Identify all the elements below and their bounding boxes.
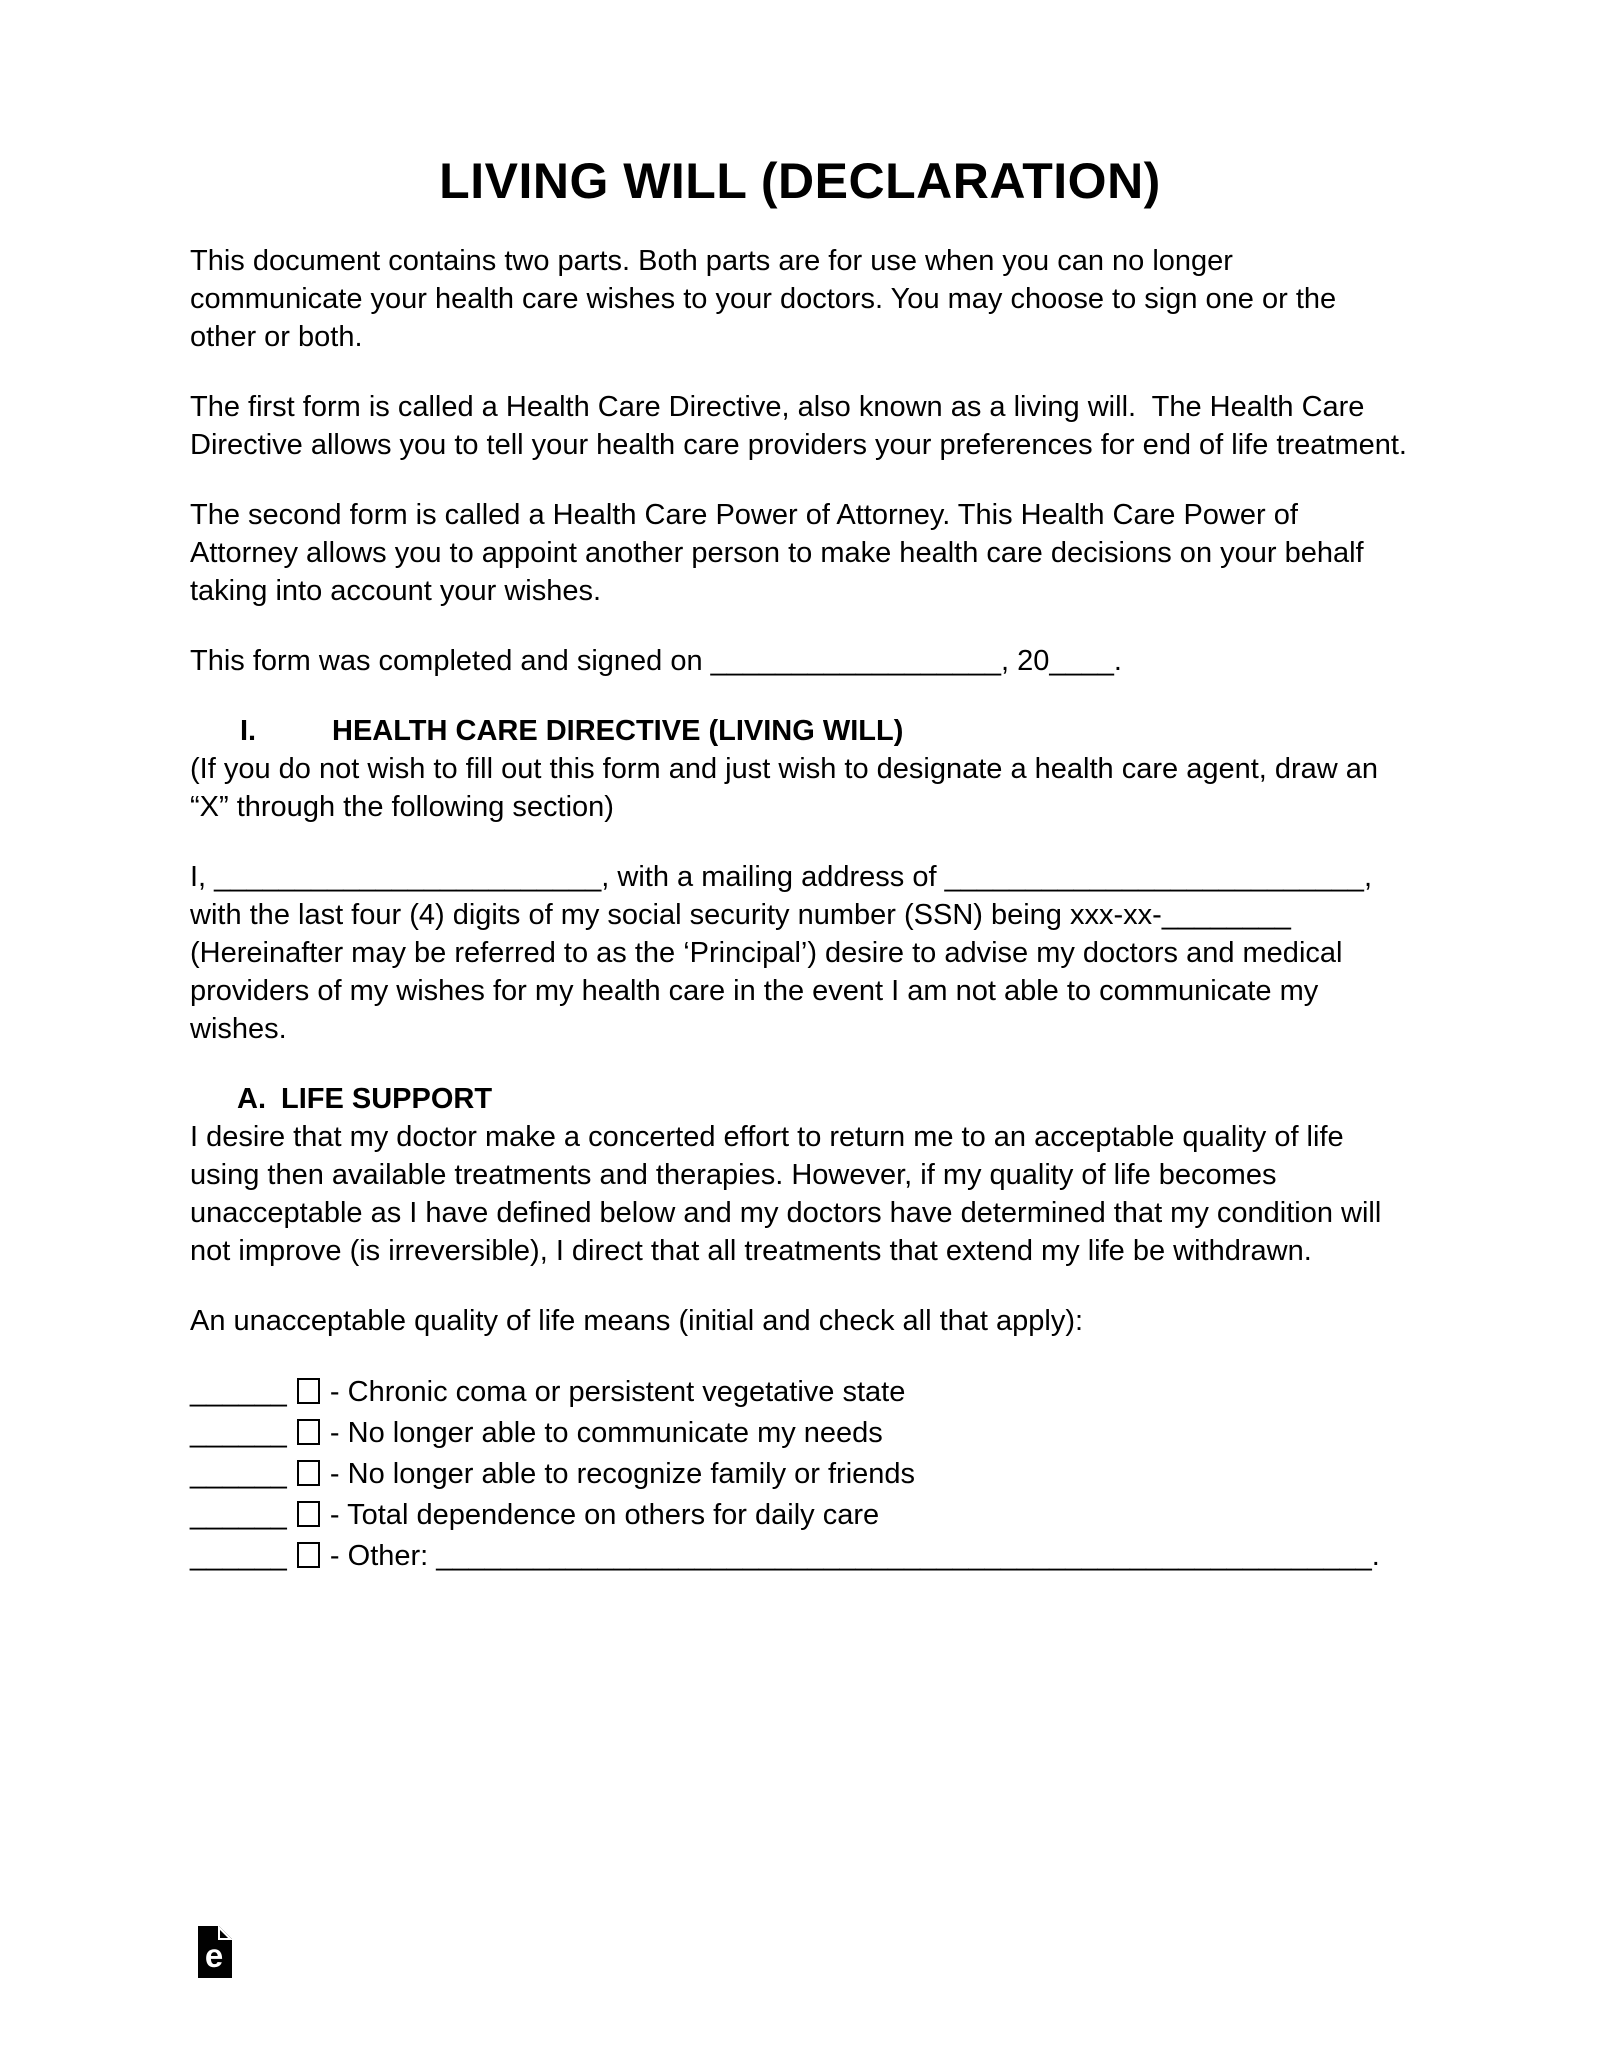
checkbox[interactable]	[297, 1542, 320, 1568]
intro-paragraph-2: The first form is called a Health Care Directive, also known as a living will. The Health Care Directive allows you to tell your health care providers your preferences for end of life treatment.	[190, 391, 1407, 461]
checkbox[interactable]	[297, 1419, 320, 1445]
checklist-item-communicate	[190, 1413, 1410, 1454]
other-blank[interactable]: __________________________________________________________	[436, 1540, 1372, 1572]
page-title: LIVING WILL (DECLARATION)	[439, 153, 1161, 209]
initials-blank[interactable]: ______	[190, 1417, 287, 1449]
dash: -	[329, 1458, 340, 1490]
life-support-letter: A.	[237, 1083, 266, 1115]
life-support-body: I desire that my doctor make a concerted effort to return me to an acceptable quality of life using then available treatments and therapies. However, if my quality of life becomes unacceptable as I have defined below and my doctors have determined that my condition will not improve (is irreversible), I direct that all treatments that extend my life be withdrawn.	[190, 1121, 1390, 1267]
life-support-heading: LIFE SUPPORT	[281, 1083, 493, 1115]
section-1-heading: HEALTH CARE DIRECTIVE (LIVING WILL)	[332, 715, 904, 747]
checklist-item-label: Other:	[347, 1540, 437, 1572]
signed-line-period: .	[1113, 645, 1122, 677]
logo-letter: e	[204, 1937, 224, 1974]
initials-blank[interactable]: ______	[190, 1499, 287, 1531]
checklist-item-label: No longer able to communicate my needs	[347, 1417, 883, 1449]
other-period: .	[1371, 1540, 1380, 1572]
life-support-heading-row	[190, 1080, 1410, 1118]
section-1-heading-row	[190, 712, 1410, 750]
dash: -	[329, 1376, 340, 1408]
principal-paragraph	[190, 858, 1410, 1048]
signed-date-blank[interactable]: __________________	[710, 645, 1001, 677]
section-1-note: (If you do not wish to fill out this form and just wish to designate a health care agent, draw an “X” through the following section)	[190, 753, 1387, 823]
signed-year-prefix: , 20	[1000, 645, 1050, 677]
signed-year-blank[interactable]: ____	[1049, 645, 1114, 677]
checkbox[interactable]	[297, 1501, 320, 1527]
principal-text-4: (Hereinafter may be referred to as the ‘Principal’) desire to advise my doctors and medical providers of my wishes for my health care in the event I am not able to communicate my wishes.	[190, 899, 1351, 1045]
dash: -	[329, 1540, 340, 1572]
checklist-prompt: An unacceptable quality of life means (initial and check all that apply):	[190, 1305, 1084, 1337]
initials-blank[interactable]: ______	[190, 1540, 287, 1572]
dash: -	[329, 1417, 340, 1449]
intro-paragraph-3: The second form is called a Health Care Power of Attorney. This Health Care Power of Attorney allows you to appoint another person to make health care decisions on your behalf taking into account your wishes.	[190, 499, 1372, 607]
checklist-item-other	[190, 1536, 1410, 1577]
checklist-item-label: No longer able to recognize family or friends	[347, 1458, 916, 1490]
signed-date-line	[190, 642, 1410, 680]
section-1-number: I.	[240, 715, 257, 747]
principal-text-2: , with a mailing address of	[601, 861, 945, 893]
checkbox[interactable]	[297, 1460, 320, 1486]
ssn-blank[interactable]: ________	[1161, 899, 1291, 931]
eforms-logo[interactable]	[198, 1926, 232, 1978]
intro-paragraph-1: This document contains two parts. Both parts are for use when you can no longer communicate your health care wishes to your doctors. You may choose to sign one or the other or both.	[190, 245, 1345, 353]
unacceptable-quality-checklist	[190, 1372, 1410, 1577]
checklist-item-dependence	[190, 1495, 1410, 1536]
initials-blank[interactable]: ______	[190, 1458, 287, 1490]
initials-blank[interactable]: ______	[190, 1376, 287, 1408]
principal-text-1: I,	[190, 861, 215, 893]
signed-date-prefix: This form was completed and signed on	[190, 645, 711, 677]
principal-name-blank[interactable]: ________________________	[214, 861, 602, 893]
life-support-section	[190, 1080, 1410, 1270]
checkbox[interactable]	[297, 1378, 320, 1404]
section-1	[190, 712, 1410, 826]
principal-text-3: , with the last four (4) digits of my social security number (SSN) being xxx-xx-	[190, 861, 1381, 931]
checklist-item-label: Chronic coma or persistent vegetative state	[347, 1376, 906, 1408]
checklist-item-coma	[190, 1372, 1410, 1413]
checklist-item-label: Total dependence on others for daily care	[347, 1499, 880, 1531]
mailing-address-blank[interactable]: __________________________	[944, 861, 1364, 893]
dash: -	[329, 1499, 340, 1531]
checklist-item-recognize	[190, 1454, 1410, 1495]
